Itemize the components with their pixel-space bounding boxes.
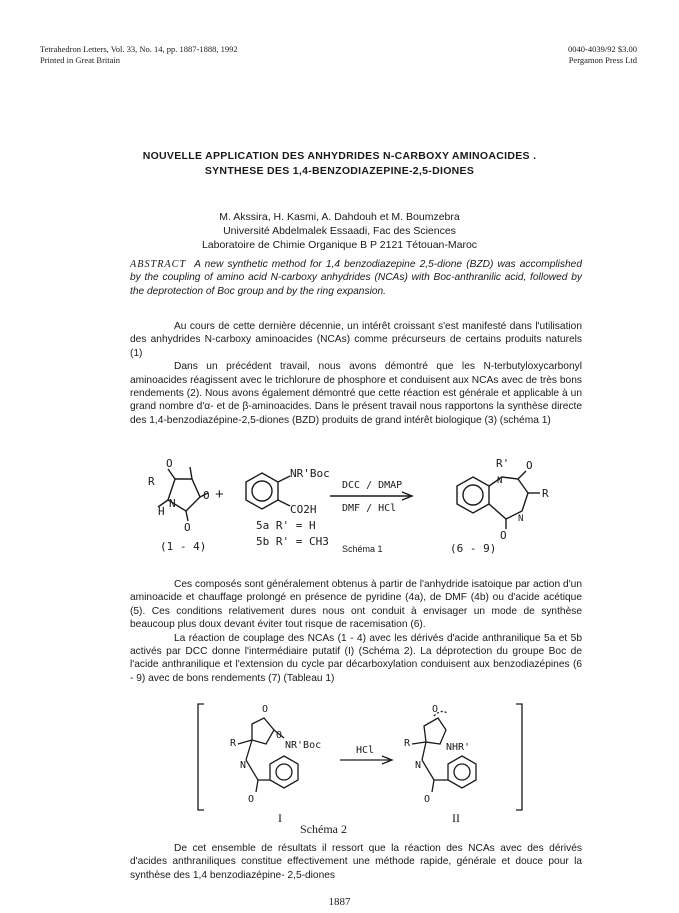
- prod-n1: N: [497, 476, 503, 486]
- title-line-2: SYNTHESE DES 1,4-BENZODIAZEPINE-2,5-DIONES: [204, 165, 475, 177]
- nrboc-label: NR'Boc: [290, 467, 330, 480]
- author-names: M. Akssira, H. Kasmi, A. Dahdouh et M. Boumzebra: [219, 211, 460, 223]
- nca-h: H: [158, 505, 165, 518]
- abstract: [130, 258, 582, 298]
- product-benzene: [457, 477, 489, 513]
- paragraph-2: Dans un précédent travail, nous avons démontré que les N-terbutyloxycarbonyl aminoacides réagissent avec le trichlorure de phosphore et conduisent aux NCAs avec de très bons rendements (2). Nous avons également démontré que cette réaction est générale et applicable à un grand nombre d'α- et de β-aminoacides. Dans le présent travail nous rapportons la synthèse directe des 1,4-benzodiazépine-2,5-diones (BZD) produits de grand intérêt biologique (3) (schéma 1): [130, 361, 582, 426]
- benzene-ring: [246, 473, 278, 509]
- reagent-dmf: DMF / HCl: [342, 503, 397, 514]
- nca-carbonyl-o2: O: [184, 521, 191, 534]
- label-1-4: (1 - 4): [160, 540, 207, 553]
- paragraph-4: La réaction de couplage des NCAs (1 - 4) avec les dérivés d'acide anthranilique 5a et 5b activés par DCC donne l'intermédiaire putatif (I) (Schéma 2). La déprotection du groupe Boc de l'acide anthranilique et l'extension du cycle par décarboxylation conduisent aux benzodiazépines (6 - 9) avec de bons rendements (7) (Tableau 1): [130, 632, 582, 684]
- price-code: 0040-4039/92 $3.00: [568, 44, 637, 54]
- prod-o1: O: [526, 459, 533, 472]
- nca-ring-o: O: [203, 489, 210, 502]
- nca-n: N: [169, 497, 176, 510]
- title-line-1: NOUVELLE APPLICATION DES ANHYDRIDES N-CARBOXY AMINOACIDES .: [142, 150, 537, 162]
- authors-block: [60, 210, 619, 252]
- paragraph-1: Au cours de cette dernière décennie, un intérêt croissant s'est manifesté dans l'utilisation des anhydrides N-carboxy aminoacides (NCAs) comme précurseurs de certains produits naturels (1): [130, 321, 582, 359]
- s2-n-i: N: [240, 760, 247, 771]
- diazepine-ring: [489, 477, 528, 519]
- method-paragraphs: [130, 578, 582, 685]
- page-number: 1887: [328, 896, 351, 908]
- scheme-1: [130, 455, 582, 570]
- label-6-9: (6 - 9): [450, 542, 497, 555]
- s2-o-top-i: O: [262, 704, 269, 715]
- prod-o2: O: [500, 529, 507, 542]
- label-i: I: [278, 811, 282, 825]
- s2-reagent: HCl: [356, 745, 375, 756]
- conclusion: [130, 842, 582, 882]
- bracket-left: [198, 704, 204, 810]
- affiliation-1: Université Abdelmalek Essaadi, Fac des Sciences: [223, 225, 456, 237]
- s2-r-i: R: [230, 738, 237, 749]
- prod-n2: N: [518, 514, 524, 524]
- paragraph-5: De cet ensemble de résultats il ressort que la réaction des NCAs avec des dérivés d'acides anthraniliques constitue effectivement une méthode rapide, générale et douce pour la synthèse des 1,4 benzodiazépine- 2,5-diones: [130, 843, 582, 881]
- publisher-info: [568, 44, 637, 66]
- s2-o-top-ii: O: [432, 704, 439, 715]
- bracket-right: [516, 704, 522, 810]
- nca-carbonyl-o: O: [166, 457, 173, 470]
- intro-paragraphs: [130, 320, 582, 427]
- scheme-2-caption: Schéma 2: [300, 822, 347, 836]
- reagent-dcc: DCC / DMAP: [342, 480, 403, 491]
- s2-nhr: NHR': [446, 742, 471, 753]
- abstract-text: A new synthetic method for 1,4 benzodiazepine 2,5-dione (BZD) was accomplished by the coupling of amino acid N-carboxy anhydrides (NCAs) with Boc-anthranilic acid, followed by the deprotection of Boc group and by the ring expansion.: [130, 259, 582, 297]
- s2-nrboc: NR'Boc: [285, 740, 322, 751]
- s2-r-ii: R: [404, 738, 411, 749]
- printed-line: Printed in Great Britain: [40, 55, 121, 65]
- prod-r-prime: R': [496, 457, 510, 470]
- variant-5a: 5a R' = H: [256, 519, 316, 532]
- journal-citation: [40, 44, 238, 66]
- scheme-2: [190, 698, 535, 830]
- plus-sign: +: [215, 486, 224, 503]
- prod-r: R: [542, 487, 549, 500]
- scheme-1-caption: Schéma 1: [342, 544, 383, 554]
- s2-o-bottom-i: O: [248, 794, 255, 805]
- s2-o-side-i: O: [276, 730, 283, 741]
- s2-n-ii: N: [415, 760, 422, 771]
- citation-line: Tetrahedron Letters, Vol. 33, No. 14, pp. 1887-1888, 1992: [40, 44, 238, 54]
- nca-r: R: [148, 475, 155, 488]
- paper-title: [60, 150, 619, 177]
- variant-5b: 5b R' = CH3: [256, 535, 329, 548]
- co2h-label: CO2H: [290, 503, 317, 516]
- label-ii: II: [452, 811, 460, 825]
- s2-o-bottom-ii: O: [424, 794, 431, 805]
- paragraph-3: Ces composés sont généralement obtenus à partir de l'anhydride isatoique par action d'un aminoacide et chauffage prolongé en présence de pyridine (4a), de DMF (4b) ou d'acide acétique (5). Ces conditions relativement dures nous ont conduit à envisager un mode de synthèse beaucoup plus doux devant éviter tout risque de racemisation (6).: [130, 579, 582, 631]
- abstract-label: ABSTRACT: [130, 259, 187, 270]
- publisher: Pergamon Press Ltd: [568, 55, 637, 65]
- affiliation-2: Laboratoire de Chimie Organique B P 2121 Tétouan-Maroc: [201, 239, 478, 251]
